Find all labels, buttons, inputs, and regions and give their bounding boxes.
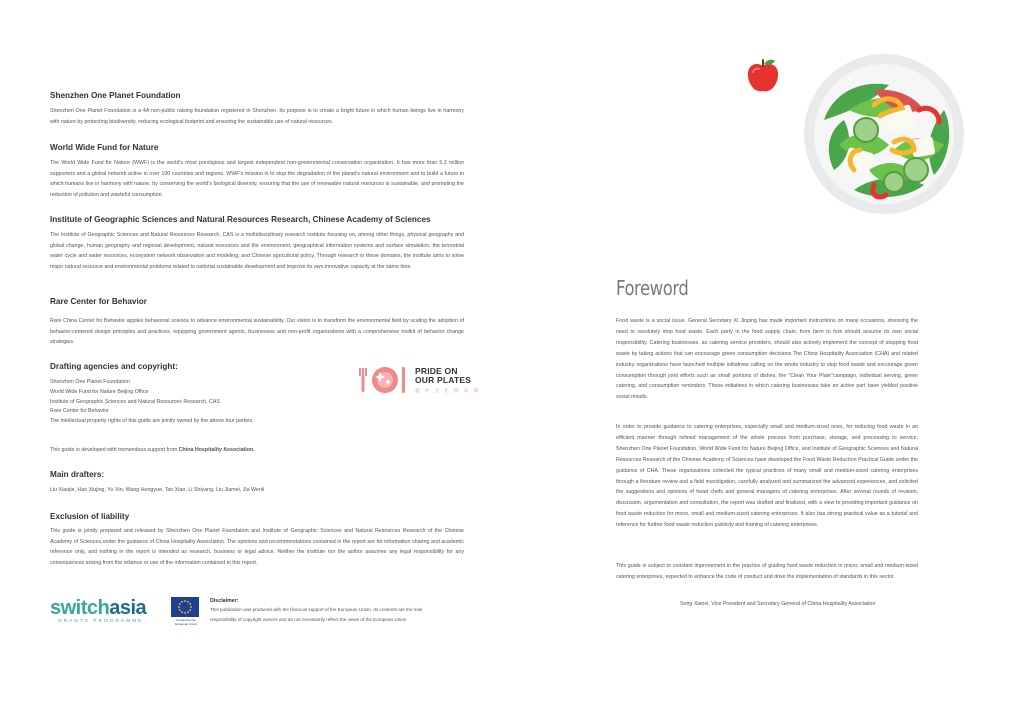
foreword-signature: Song Xiaoxi, Vice President and Secretary General of China Hospitality Association xyxy=(680,601,876,607)
section-rare xyxy=(50,297,464,348)
developed-org: China Hospitality Association. xyxy=(178,447,255,453)
section-liability xyxy=(50,512,464,569)
salad-plate-icon xyxy=(794,50,974,215)
foreword-paragraph: This guide is subject to constant improvement in the practice of guiding food waste reduction in micro, small and medium-sized catering enterprises, expected to enhance the code of conduct and drive the implementation of standards in this sector. xyxy=(616,563,918,580)
section-body: This guide is jointly prepared and released by Shenzhen One Planet Foundation and Institute of Geographic Sciences and Natural Resources Research of the Chinese Academy of Sciences,under the guidance of China Hospitality Association. The opinions and recommendations contained in the report are for information sharing and academic reference only, and nothing in the report is intended as research, business or legal advice. Neither the institute nor the author assumes any legal responsibility for any consequences arising from the reliance or use of the information contained in this report. xyxy=(50,528,464,567)
foreword-paragraph-3 xyxy=(616,561,918,583)
disclaimer-line: responsibility of copyright owners and do not necessarily reflect the views of the European Union xyxy=(210,616,407,622)
eu-stars-icon xyxy=(171,597,199,617)
disclaimer xyxy=(210,597,470,624)
section-heading: Main drafters: xyxy=(50,470,105,479)
pride-on-our-plates-logo xyxy=(357,364,480,396)
pride-title-line2: OUR PLATES xyxy=(415,375,472,385)
foreword-title: Foreword xyxy=(616,276,689,300)
section-body: Rare China Center for Behavior applies behavioral science to advance environmental sustainability. Our vision is to transform the environmental field by scaling the adoption of behavior-centered design principles and practices, equipping government agents, businesses and non-profit organizations with a comprehensive toolkit of behavior change strategies. xyxy=(50,318,464,346)
section-main-drafters xyxy=(50,470,464,496)
section-heading: Drafting agencies and copyright: xyxy=(50,362,178,371)
section-igsnrr xyxy=(50,215,464,273)
section-drafting xyxy=(50,362,350,427)
eu-caption: Funded by the European Union xyxy=(175,618,197,626)
asia-word: asia xyxy=(109,597,147,619)
developed-prefix: This guide is developed with tremendous support from xyxy=(50,447,179,453)
apple-icon xyxy=(745,56,781,96)
foreword-paragraph: Food waste is a social issue. General Secretary Xi Jinping has made important instructions on many occasions, stressing the need to resolutely stop food waste. Each party in the food supply chain, from farm to fork should assume its own social responsibility. Catering businesses, as catering service providers, should also actively implement the concept of stopping food waste by taking actions that can encourage green consumption decisions.The China Hospitality Association (CHA) and related industry organizations have launched multiple initiatives calling on the whole industry to stop food waste and encourage green consumption through joint efforts such as small portions of dishes, the "Clean Your Plate"campaign, individual serving, green catering, and consumption reminders. These initiatives in which catering businesses take an active part have yielded positive social results. xyxy=(616,318,918,401)
eu-flag xyxy=(171,597,199,617)
section-one-planet xyxy=(50,91,464,127)
section-body: The World Wide Fund for Nature (WWF) is the world's most prestigious and largest independent non-governmental conservation organization. It has more than 5.2 million supporters and a global network active in over 100 countries and regions. WWF's mission is to stop the degradation of the planet's natural environment and to build a future in which humans live in harmony with nature, by conserving the world's biological diversity, ensuring that the use of renewable natural resources is sustainable, and promoting the reduction of pollution and wasteful consumption. xyxy=(50,160,464,199)
section-heading: Shenzhen One Planet Foundation xyxy=(50,91,181,100)
drafting-line: Rare Center for Behavior xyxy=(50,408,109,415)
foreword-paragraph-2 xyxy=(616,422,918,531)
section-heading: World Wide Fund for Nature xyxy=(50,143,159,152)
section-heading: Institute of Geographic Sciences and Natural Resources Research, Chinese Academy of Sciences xyxy=(50,215,431,224)
drafting-line: World Wide Fund for Nature Beijing Office xyxy=(50,388,149,395)
disclaimer-line: This publication was produced with the financial support of the European Union. Its contents are the sole xyxy=(210,607,423,612)
drafting-line: Shenzhen One Planet Foundation xyxy=(50,379,130,385)
section-body: Shenzhen One Planet Foundation is a 4A non-public raising foundation registered in Shenzhen. Its purpose is to create a bright future in which human beings live in harmony with nature by protecting biodiversity, reducing ecological footprint and ensuring the sustainable use of natural resources. xyxy=(50,108,464,125)
drafting-line: The intellectual property rights of this guide are jointly owned by the above four parties. xyxy=(50,418,254,425)
section-heading: Exclusion of liability xyxy=(50,512,130,521)
pride-title-line1: PRIDE ON xyxy=(415,365,458,376)
foreword-paragraph-1 xyxy=(616,316,918,403)
switchasia-subtitle: GRANTS PROGRAMME xyxy=(58,619,144,624)
foreword-paragraph: In order to provide guidance to catering enterprises, especially small and medium-sized ones, for reducing food waste in an efficient manner through refined management of the whole process from purchase, storage, and processing to service, Shenzhen One Planet Foundation, World Wide Fund for Nature Beijing Office, and Institute of Geographic Sciences and Natural Resources Research of the Chinese Academy of Sciences have developed the Food Waste Reduction Practical Guide under the guidance of CHA. These organizations collected the typical practices of many small and medium-sized catering enterprises through a literature review and a field investigation, carefully analyzed and summarized the advanced experiences, and solicited the suggestions and opinions of head chefs and general managers of catering enterprises. After several rounds of revision, discussion, argumentation and consultation, the report was drafted and finalized, with a view to providing important guidance on food waste reduction for micro, small and medium-sized catering enterprises. It also has strong practical value as a tutorial and reference for further food waste reduction publicity and training of catering enterprises. xyxy=(616,424,918,529)
developed-with xyxy=(50,446,464,456)
disclaimer-title: Disclaimer: xyxy=(210,598,239,604)
section-wwf xyxy=(50,143,464,201)
section-heading: Rare Center for Behavior xyxy=(50,297,147,306)
drafting-line: Institute of Geographic Sciences and Natural Resources Research, CAS xyxy=(50,398,220,405)
pride-logo-icon xyxy=(357,364,409,396)
section-body: The Institute of Geographic Sciences and Natural Resources Research, CAS is a multidisciplinary research institute focusing on, among other things, physical geography and global change, human geography and regional development, natural resources and the environment, geographical information systems and surface simulation, the terrestrial water cycle and water resources, ecosystem network observation and modeling, and Chinese agricultural policy. Through research in these domains, the institute aims to solve major natural resource and environmental problems related to national sustainable development and improve its own innovative capacity at the same time. xyxy=(50,232,464,271)
drafters-names: Liu Xiaojie, Hao Xiujing, Yu Xin, Wang Hongyue, Tan Xiao, Li Shiyang, Liu Jiamei, Jia Wenli xyxy=(50,487,265,493)
switch-word: switch xyxy=(50,597,110,619)
switchasia-logo xyxy=(50,598,146,624)
pride-subtitle: 盘 中 之 光 俱 乐 部 xyxy=(415,387,481,393)
